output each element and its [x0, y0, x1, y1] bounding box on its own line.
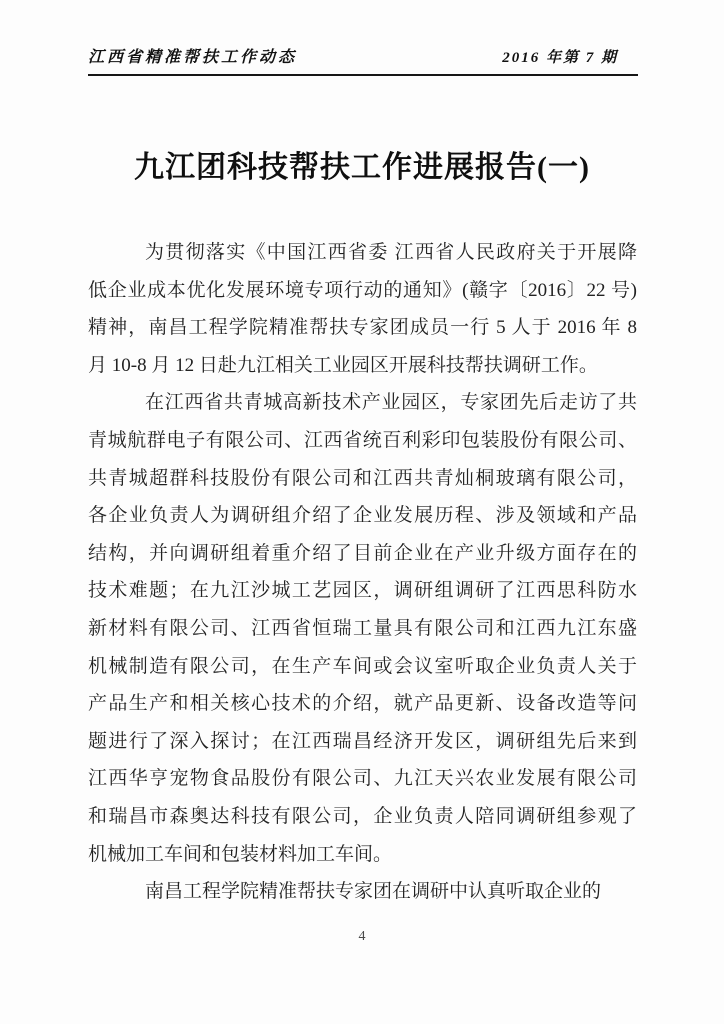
paragraph: [88, 384, 637, 873]
paragraph: [88, 234, 637, 384]
text-line: 青城航群电子有限公司、江西省统百利彩印包装股份有限公司、: [88, 429, 637, 451]
text-line: 结构，并向调研组着重介绍了目前企业在产业升级方面存在的: [88, 542, 637, 564]
document-title: 九江团科技帮扶工作进展报告(一): [134, 151, 590, 184]
text-line: 产品生产和相关核心技术的介绍，就产品更新、设备改造等问: [88, 693, 637, 715]
text-line: 机械加工车间和包装材料加工车间。: [88, 843, 393, 865]
text-line: 题进行了深入探讨；在江西瑞昌经济开发区，调研组先后来到: [88, 730, 637, 752]
text-line: 新材料有限公司、江西省恒瑞工量具有限公司和江西九江东盛: [88, 617, 637, 639]
text-line: 和瑞昌市森奥达科技有限公司，企业负责人陪同调研组参观了: [88, 805, 637, 827]
text-line: 机械制造有限公司，在生产车间或会议室听取企业负责人关于: [88, 655, 637, 677]
document-body: [88, 234, 637, 911]
issue-number: 2016 年第 7 期: [502, 50, 618, 66]
text-line: 各企业负责人为调研组介绍了企业发展历程、涉及领域和产品: [88, 505, 637, 527]
page-number: 4: [358, 929, 366, 944]
text-line: 江西华亨宠物食品股份有限公司、九江天兴农业发展有限公司: [88, 768, 637, 790]
paragraph: [88, 873, 637, 911]
text-line: 南昌工程学院精准帮扶专家团在调研中认真听取企业的: [145, 881, 602, 903]
text-line: 月 10-8 月 12 日赴九江相关工业园区开展科技帮扶调研工作。: [88, 354, 598, 376]
text-line: 在江西省共青城高新技术产业园区，专家团先后走访了共: [145, 392, 637, 414]
text-line: 为贯彻落实《中国江西省委 江西省人民政府关于开展降: [145, 242, 637, 263]
text-line: 低企业成本优化发展环境专项行动的通知》(赣字〔2016〕22 号): [88, 279, 637, 301]
text-line: 技术难题；在九江沙城工艺园区，调研组调研了江西思科防水: [88, 580, 637, 602]
publication-title: 江西省精准帮扶工作动态: [88, 49, 298, 66]
text-line: 共青城超群科技股份有限公司和江西共青灿桐玻璃有限公司，: [88, 467, 637, 489]
text-line: 精神，南昌工程学院精准帮扶专家团成员一行 5 人于 2016 年 8: [88, 317, 637, 339]
page-header: [88, 44, 638, 76]
